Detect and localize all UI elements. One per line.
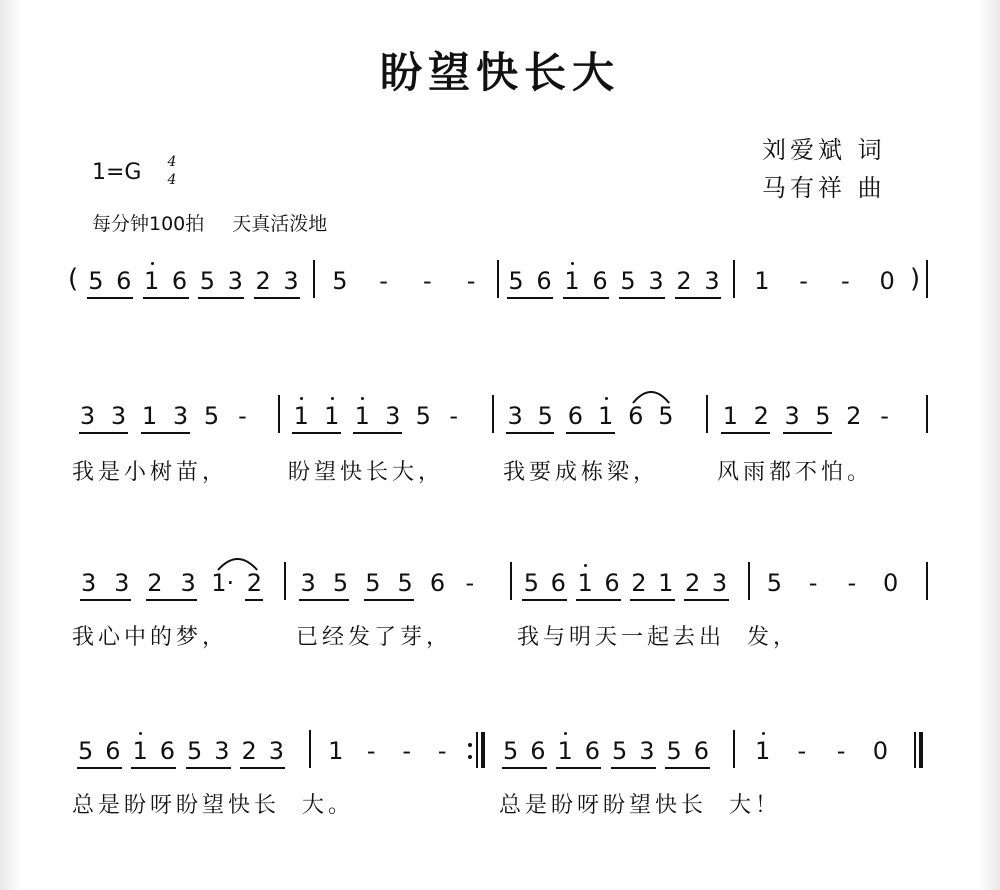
- eighth-beam: [364, 599, 414, 601]
- high-octave-dot: [762, 732, 765, 735]
- time-signature-bottom: 4: [167, 172, 177, 188]
- eighth-beam: [292, 432, 341, 434]
- hold-dash: -: [841, 267, 850, 295]
- note: 3: [385, 402, 401, 430]
- note: 3: [639, 737, 655, 765]
- slur: [216, 552, 259, 572]
- barline: [313, 260, 315, 298]
- note: 3: [180, 569, 196, 597]
- note: 6: [116, 267, 132, 295]
- barline: [926, 562, 928, 600]
- tempo-marking: 每分钟100拍: [92, 213, 205, 235]
- note: 2: [147, 569, 163, 597]
- note: 2: [631, 569, 647, 597]
- note: 1: [324, 402, 340, 430]
- note: 1: [577, 569, 593, 597]
- note: 1: [722, 402, 739, 430]
- lyric-phrase: 我心中的梦，: [72, 625, 229, 650]
- note: 5: [666, 737, 682, 765]
- lyric-phrase: 盼望快长大，: [288, 460, 445, 485]
- eighth-beam: [684, 599, 729, 601]
- note: 5: [332, 569, 349, 597]
- lyric-phrase: 已经发了芽，: [296, 625, 453, 650]
- hold-dash: -: [449, 402, 459, 430]
- eighth-beam: [619, 297, 665, 299]
- repeat-dot: [468, 743, 472, 747]
- lyricist-credit: 刘爱斌 词: [762, 136, 886, 164]
- note: 3: [704, 267, 720, 295]
- hold-dash: -: [880, 402, 889, 430]
- song-title: 盼望快长大: [379, 48, 620, 97]
- note: 1: [328, 737, 344, 765]
- note: 5: [815, 402, 831, 430]
- note: 5: [537, 402, 553, 430]
- note: 6: [567, 402, 584, 430]
- barline: [748, 562, 750, 600]
- note: 0: [879, 267, 895, 295]
- barline: [733, 260, 735, 298]
- high-octave-dot: [564, 732, 567, 735]
- note: 5: [658, 402, 674, 430]
- hold-dash: -: [847, 569, 857, 597]
- repeat-dot: [468, 755, 472, 759]
- note: 3: [227, 267, 243, 295]
- note: 2: [685, 569, 701, 597]
- eighth-beam: [79, 432, 128, 434]
- lyric-phrase: 我要成栋梁，: [503, 460, 660, 485]
- barline: [733, 730, 735, 768]
- eighth-beam: [240, 767, 285, 769]
- eighth-beam: [141, 432, 190, 434]
- note: 6: [536, 267, 552, 295]
- eighth-beam: [502, 767, 547, 769]
- note: 1: [557, 737, 573, 765]
- note: 5: [523, 569, 540, 597]
- final-barline-thick: [919, 732, 923, 768]
- eighth-beam: [131, 767, 176, 769]
- note: 1: [597, 402, 614, 430]
- note: 6: [693, 737, 710, 765]
- note: 3: [283, 267, 299, 295]
- hold-dash: -: [799, 267, 808, 295]
- barline: [492, 395, 494, 433]
- note: 3: [110, 402, 127, 430]
- page-shadow-right: [978, 0, 1000, 890]
- note: 0: [872, 737, 889, 765]
- eighth-beam: [80, 599, 131, 601]
- high-octave-dot: [300, 397, 303, 400]
- eighth-beam: [566, 432, 614, 434]
- hold-dash: -: [466, 267, 476, 295]
- note: 5: [397, 569, 413, 597]
- note: 1: [658, 569, 674, 597]
- high-octave-dot: [605, 397, 608, 400]
- hold-dash: -: [402, 737, 412, 765]
- note: 1: [144, 267, 160, 295]
- repeat-barline-thick: [481, 732, 485, 768]
- repeat-barline-thin: [476, 732, 478, 768]
- lyric-phrase: 总是盼呀盼望快长 大！: [499, 793, 781, 818]
- eighth-beam: [299, 599, 349, 601]
- note: 5: [611, 737, 628, 765]
- eighth-beam: [146, 599, 197, 601]
- high-octave-dot: [331, 397, 334, 400]
- note: 3: [268, 737, 285, 765]
- hold-dash: -: [437, 737, 447, 765]
- note: 3: [648, 267, 664, 295]
- note: 2: [846, 402, 862, 430]
- note: 3: [114, 569, 130, 597]
- note: 5: [203, 402, 220, 430]
- eighth-beam: [630, 599, 675, 601]
- note: 2: [255, 267, 271, 295]
- note: 2: [753, 402, 769, 430]
- slur: [631, 385, 671, 405]
- note: 5: [508, 267, 524, 295]
- eighth-beam: [522, 599, 567, 601]
- barline: [278, 395, 280, 433]
- note: 5: [77, 737, 94, 765]
- note: 1: [354, 402, 370, 430]
- page-shadow-left: [0, 0, 22, 890]
- high-octave-dot: [584, 564, 587, 567]
- note: 2: [241, 737, 257, 765]
- note: 3: [300, 569, 316, 597]
- barline: [309, 730, 311, 768]
- note: 5: [415, 402, 431, 430]
- key-signature: 1=G: [92, 160, 142, 185]
- note: 5: [365, 569, 381, 597]
- note: 6: [171, 267, 188, 295]
- note: 6: [159, 737, 176, 765]
- note: 5: [186, 737, 203, 765]
- tempo-line: [92, 209, 355, 236]
- lyric-phrase: 我是小树苗，: [72, 460, 229, 485]
- high-octave-dot: [571, 262, 574, 265]
- hold-dash: -: [366, 737, 376, 765]
- note: 1·: [211, 569, 235, 597]
- hold-dash: -: [808, 569, 818, 597]
- note: 5: [199, 267, 216, 295]
- eighth-beam: [675, 297, 721, 299]
- barline: [926, 395, 928, 433]
- eighth-beam: [143, 297, 189, 299]
- note: 3: [711, 569, 728, 597]
- hold-dash: -: [379, 267, 388, 295]
- note: 1: [754, 737, 771, 765]
- note: 3: [784, 402, 800, 430]
- note: 5: [620, 267, 636, 295]
- note: 5: [88, 267, 104, 295]
- eighth-beam: [783, 432, 832, 434]
- eighth-beam: [563, 297, 609, 299]
- high-octave-dot: [139, 732, 142, 735]
- eighth-beam: [198, 297, 244, 299]
- time-signature: [164, 154, 180, 190]
- barline: [284, 562, 286, 600]
- barline: [706, 395, 708, 433]
- note: 3: [507, 402, 523, 430]
- open-paren: (: [68, 264, 79, 294]
- barline: [510, 562, 512, 600]
- expression-marking: 天真活泼地: [232, 213, 328, 235]
- note: 6: [604, 569, 620, 597]
- note: 3: [214, 737, 230, 765]
- note: 2: [246, 569, 263, 597]
- hold-dash: -: [797, 737, 807, 765]
- eighth-beam: [507, 297, 553, 299]
- eighth-beam: [556, 767, 601, 769]
- high-octave-dot: [151, 262, 154, 265]
- note: 2: [676, 267, 692, 295]
- eighth-beam: [254, 297, 300, 299]
- note: 6: [550, 569, 566, 597]
- note: 6: [592, 267, 608, 295]
- eighth-beam: [721, 432, 770, 434]
- note: 6: [105, 737, 121, 765]
- note: 3: [80, 569, 97, 597]
- note: 6: [530, 737, 546, 765]
- note: 1: [293, 402, 309, 430]
- time-signature-top: 4: [167, 154, 177, 170]
- hold-dash: -: [465, 569, 475, 597]
- note: 6: [628, 402, 644, 430]
- barline: [926, 260, 928, 298]
- lyric-phrase: 我与明天一起去出 发，: [517, 625, 799, 650]
- barline: [497, 260, 499, 298]
- lyric-phrase: 风雨都不怕。: [717, 460, 874, 485]
- hold-dash: -: [423, 267, 432, 295]
- note: 1: [141, 402, 158, 430]
- eighth-beam: [353, 432, 402, 434]
- note: 5: [502, 737, 519, 765]
- note: 1: [564, 267, 580, 295]
- note: 5: [332, 267, 348, 295]
- note: 6: [584, 737, 601, 765]
- hold-dash: -: [836, 737, 846, 765]
- composer-credit: 马有祥 曲: [762, 174, 886, 202]
- eighth-beam: [245, 599, 263, 601]
- lyric-phrase: 总是盼呀盼望快长 大。: [72, 793, 354, 818]
- final-barline-thin: [914, 732, 916, 768]
- note: 5: [766, 569, 783, 597]
- eighth-beam: [186, 767, 231, 769]
- note: 3: [79, 402, 96, 430]
- note: 1: [754, 267, 770, 295]
- note: 1: [132, 737, 148, 765]
- note: 3: [172, 402, 189, 430]
- note: 0: [882, 569, 899, 597]
- eighth-beam: [506, 432, 554, 434]
- note: 6: [429, 569, 446, 597]
- eighth-beam: [77, 767, 122, 769]
- eighth-beam: [611, 767, 656, 769]
- eighth-beam: [87, 297, 133, 299]
- high-octave-dot: [361, 397, 364, 400]
- hold-dash: -: [238, 402, 247, 430]
- eighth-beam: [665, 767, 710, 769]
- eighth-beam: [576, 599, 621, 601]
- close-paren: ): [910, 264, 921, 294]
